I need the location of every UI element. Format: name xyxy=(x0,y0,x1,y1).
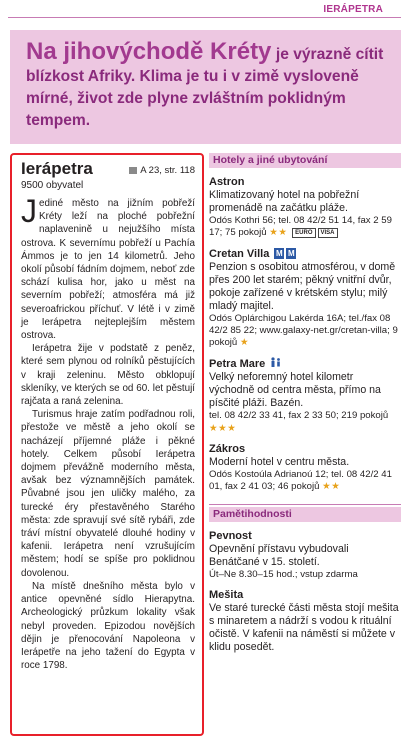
sight-entry xyxy=(209,589,401,654)
sight-description: Ve staré turecké části města stojí mešita s minaretem a nádrží s vodou k rituální očistě. V kafenii na náměstí si můžete v klidu posedět. xyxy=(209,601,399,653)
article-paragraph: Jediné město na jižním pobřeží Kréty leží na ploché pobřežní naplavenině u nejužšího místa ostrova. K severnímu pobřeží u Pachía Ámmos je to jen 14 kilometrů. Jeho okolí působí fádním dojmem, neboť zde schází kulisa hor, jako u měst na severním pobřeží; atmosféra má již severoafrickou příchuť. V létě i v zimě je Ierápetra nejteplejším městem ostrova. xyxy=(21,193,195,342)
article-paragraph: Turismus hraje zatím podřadnou roli, přestože ve městě a jeho okolí se nacházejí příjemné pláže i pěkné hotely. Celkem působí Ierápetra dojmem převážně moderního města, avšak bez významnějších památek. Půvabné jsou jen uličky malého, za turecké éry přestavěného Starého města: zde spravují své sítě rybáři, zde tráví místní obyvatelé dlouhé hodiny v kafenii. Ierápetra není vzrušujícím městem; hodí se spíše pro poklidnou dovolenou. xyxy=(21,409,195,579)
article-paragraph: Ierápetra žije v podstatě z peněz, které sem plynou od rolníků pěstujících v kraji zeleninu. Město obklopují skleníky, ve kterých se od 60. let pěstují rajčata a raná zelenina. xyxy=(21,343,195,408)
intro-rest: je výrazně cítit blízkost Afriky. Klima je tu i v zimě vysloveně mírné, život zde plyne zvláštním poklidným tempem. xyxy=(26,46,384,129)
hotel-description: Velký neforemný hotel kilometr východně od centra města, přímo na písčité pláži. Bazén. xyxy=(209,371,381,410)
map-reference xyxy=(129,165,195,176)
star-rating: ★★ xyxy=(269,227,288,239)
sight-entry xyxy=(209,530,401,581)
star-rating: ★★ xyxy=(322,481,341,493)
euro-card-icon: EURO xyxy=(292,228,315,238)
star-rating: ★★★ xyxy=(209,422,237,434)
hotel-entry xyxy=(209,176,401,240)
sight-name: Mešita xyxy=(209,588,244,601)
intro-text xyxy=(26,38,395,132)
hotel-entry xyxy=(209,357,401,435)
map-icon xyxy=(129,167,137,174)
population: 9500 obyvatel xyxy=(21,180,84,191)
hotel-name: Zákros xyxy=(209,443,246,456)
hotel-details: tel. 08 42/2 33 41, fax 2 33 50; 219 pokojů xyxy=(209,410,389,422)
header-divider xyxy=(8,17,401,18)
hotel-name: Astron xyxy=(209,176,245,188)
intro-lead: Na jihovýchodě Kréty xyxy=(26,38,272,65)
article-paragraph: Na místě dnešního města bylo v antice opevněné sídlo Hierapytna. Archeologický průzkum lokality však nebyl proveden. Epizodou novějších dějin je přenocování Napoleona v Ierápetře na jeho tažení do Egypta v roce 1798. xyxy=(21,580,195,672)
sight-details: Út–Ne 8.30–15 hod.; vstup zdarma xyxy=(209,568,358,580)
sight-description: Opevnění přístavu vybudovali Benátčané v 15. století. xyxy=(209,542,349,568)
section-divider xyxy=(209,504,401,505)
hotel-name: Petra Mare xyxy=(209,358,266,371)
visa-card-icon: VISA xyxy=(318,228,338,238)
hotel-details: Odós Kostoúla Adrianoú 12; tel. 08 42/2 41 01, fax 2 41 03; 46 pokojů xyxy=(209,469,392,493)
hotel-description: Penzion s osobitou atmosférou, v domě přes 200 let starém; pěkný vnitřní dvůr, pokoje zařízené v krétském stylu; milý mladý majitel. xyxy=(209,260,396,312)
sights-heading: Pamětihodnosti xyxy=(209,507,401,522)
hotel-description: Klimatizovaný hotel na pobřežní promenádě na začátku pláže. xyxy=(209,189,360,214)
intro-banner xyxy=(10,30,401,144)
hotel-entry xyxy=(209,248,401,350)
running-head: IERÁPETRA xyxy=(323,4,383,15)
hotel-details: Odós Oplárchigou Lakérda 16A; tel./fax 08 42/2 85 22; www.galaxy-net.gr/cretan-villa; 9 pokojů xyxy=(209,312,398,349)
price-badge-icon: M xyxy=(276,248,283,258)
article-body xyxy=(21,193,195,672)
hotel-details: Odós Kothri 56; tel. 08 42/2 51 14, fax 2 59 17; 75 pokojů xyxy=(209,215,392,239)
price-badge-icon: M xyxy=(288,248,295,258)
map-reference-text: A 23, str. 118 xyxy=(140,165,195,176)
hotel-entry xyxy=(209,443,401,494)
hotels-heading: Hotely a jiné ubytování xyxy=(209,153,401,168)
city-article xyxy=(10,153,204,736)
star-rating: ★ xyxy=(239,337,250,349)
sidebar xyxy=(209,153,401,654)
hotel-description: Moderní hotel v centru města. xyxy=(209,456,350,469)
hotel-name: Cretan Villa xyxy=(209,247,270,260)
family-icon xyxy=(270,357,282,368)
sight-name: Pevnost xyxy=(209,529,252,542)
article-title: Ierápetra xyxy=(21,159,93,178)
